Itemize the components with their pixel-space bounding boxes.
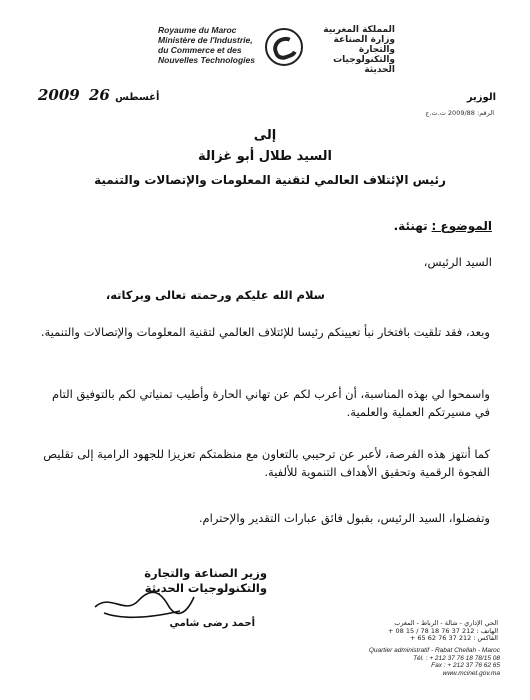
subject-value: تهنئة. <box>393 219 428 233</box>
header-fr-line: Nouvelles Technologies <box>158 55 255 65</box>
to-label: إلى <box>253 128 277 143</box>
footer-arabic <box>318 620 498 643</box>
header-fr-line: Ministère de l'Industrie, <box>158 35 253 45</box>
header-fr-line: Royaume du Maroc <box>158 25 237 35</box>
paragraph-4: وتفضلوا، السيد الرئيس، بقبول فائق عبارات التقدير والإحترام. <box>198 511 490 525</box>
ministry-logo-icon <box>265 28 303 66</box>
paragraph-1: وبعد، فقد تلقيت بافتخار نبأ تعيينكم رئيسا للإئتلاف العالمي لتقنية المعلومات والإتصالات والتنمية. <box>40 325 490 339</box>
date-day: 26 <box>88 86 110 104</box>
subject-line <box>394 219 492 233</box>
header-french-block <box>158 25 278 65</box>
minister-title: الوزير <box>466 92 496 103</box>
footer-ar-line: الهاتف : 212 37 76 18 78 / 15 08 + <box>388 626 498 635</box>
header-ar-line: والتجارة <box>358 45 395 55</box>
footer-french <box>320 647 500 677</box>
date-month: أغسطس <box>115 92 160 103</box>
header-fr-line: du Commerce et des <box>158 45 242 55</box>
recipient-name: السيد طلال أبو غزالة <box>197 149 333 164</box>
signature-title-line: وزير الصناعة والتجارة <box>144 566 267 580</box>
footer-website-link[interactable]: www.mcinet.gov.ma <box>442 669 500 677</box>
header-arabic-block <box>300 25 395 75</box>
footer-ar-line: الحي الإداري - شالة - الرباط - المغرب <box>394 619 498 627</box>
recipient-title: رئيس الإئتلاف العالمي لتقنية المعلومات والإتصالات والتنمية <box>94 173 446 187</box>
footer-fr-line: Tél. : + 212 37 76 18 78/15 08 <box>413 654 500 662</box>
footer-fr-line: Quartier administratif - Rabat Chellah - Maroc <box>368 647 500 654</box>
header-ar-line: والتكنولوجيات الحديثة <box>333 55 395 75</box>
reference-number: الرقم: 2009/88 ت.ت.ج <box>425 109 494 117</box>
subject-label: الموضوع : <box>431 219 492 233</box>
date-year: 2009 <box>38 86 80 104</box>
signature-title-line: والتكنولوجيات الحديثة <box>144 581 267 595</box>
paragraph-3: كما أنتهز هذه الفرصة، لأعبر عن ترحيبي بالتعاون مع منظمتكم تعزيزا للجهود الرامية إلى تقليص الفجوة الرقمية وتحقيق الأهداف التنموية للألفية. <box>43 447 490 479</box>
header-ar-line: وزارة الصناعة <box>333 35 395 45</box>
paragraph-2: واسمحوا لي بهذه المناسبة، أن أعرب لكم عن تهاني الحارة وأطيب تمنياتي لكم بالتوفيق التام في مسيرتكم العملية والعلمية. <box>52 387 490 419</box>
date-stamp <box>38 86 159 104</box>
footer-fr-line: Fax : + 212 37 76 62 65 <box>431 662 500 669</box>
header-ar-line: المملكة المغربية <box>323 25 395 35</box>
signature-name: أحمد رضى شامي <box>169 618 255 629</box>
greeting: سلام الله عليكم ورحمته تعالى وبركاته، <box>105 288 325 302</box>
footer-ar-line: الفاكس : 212 37 76 62 65 + <box>409 634 498 642</box>
salutation: السيد الرئيس، <box>423 255 492 269</box>
